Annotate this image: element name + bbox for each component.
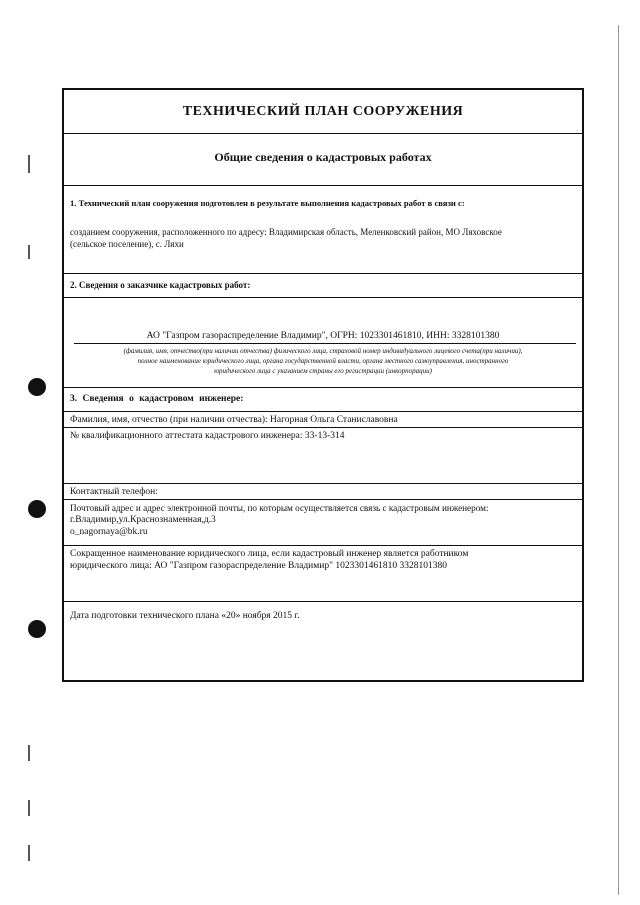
section-2-heading-row: [64, 274, 582, 298]
customer-note-3: юридического лица с указанием страны его регистрации (инкорпорации): [214, 367, 432, 375]
engineer-fio: Фамилия, имя, отчество (при наличии отчества): Нагорная Ольга Станиславовна: [70, 415, 398, 425]
scan-mark: [28, 245, 30, 259]
engineer-organization-row: [64, 546, 582, 602]
engineer-phone-row: [64, 484, 582, 500]
customer-note-2: полное наименование юридического лица, органа государственной власти, органа местного самоуправления, иностранного: [137, 357, 509, 365]
scan-mark: [28, 845, 30, 861]
customer-underline: [74, 343, 576, 344]
scan-mark: [28, 155, 30, 173]
preparation-date: Дата подготовки технического плана «20» ноября 2015 г.: [70, 611, 300, 621]
engineer-address-row: [64, 500, 582, 546]
section-1: [64, 186, 582, 274]
engineer-certificate: № квалификационного аттестата кадастрового инженера: 33-13-314: [70, 431, 345, 441]
organization-line-2: юридического лица: АО "Газпром газораспределение Владимир" 1023301461810 3328101380: [70, 561, 447, 571]
punch-hole: [28, 500, 46, 518]
section-3-heading-row: [64, 388, 582, 412]
title-row: [64, 90, 582, 134]
engineer-address-label: Почтовый адрес и адрес электронной почты, по которым осуществляется связь с кадастровым инженером:: [70, 503, 489, 513]
customer-name: АО "Газпром газораспределение Владимир", ОГРН: 1023301461810, ИНН: 3328101380: [146, 331, 500, 341]
section-1-heading: 1. Технический план сооружения подготовлен в результате выполнения кадастровых работ в связи с:: [70, 198, 465, 208]
section-2-heading: 2. Сведения о заказчике кадастровых работ:: [70, 280, 251, 290]
customer-note-1: (фамилия, имя, отчество(при наличии отчества) физического лица, страховой номер индивидуального лицевого счета(при наличии),: [123, 347, 523, 355]
section-3-heading: 3. Сведения о кадастровом инженере:: [70, 394, 244, 404]
subtitle-row: [64, 134, 582, 186]
document-subtitle: Общие сведения о кадастровых работах: [214, 150, 432, 164]
date-row: [64, 602, 582, 680]
punch-hole: [28, 620, 46, 638]
section-2: [64, 298, 582, 388]
engineer-address: г.Владимир,ул.Краснознаменная,д.3: [70, 515, 216, 525]
document-title: ТЕХНИЧЕСКИЙ ПЛАН СООРУЖЕНИЯ: [182, 104, 464, 119]
engineer-certificate-row: [64, 428, 582, 484]
section-1-line-1: созданием сооружения, расположенного по адресу: Владимирская область, Меленковский район, МО Ляховское: [70, 227, 502, 237]
engineer-fio-row: [64, 412, 582, 428]
engineer-phone-label: Контактный телефон:: [70, 487, 158, 497]
section-1-line-2: (сельское поселение), с. Ляхи: [70, 239, 184, 249]
punch-hole: [28, 378, 46, 396]
tech-plan-form: [62, 88, 584, 682]
engineer-email: o_nagornaya@bk.ru: [70, 527, 148, 537]
scan-mark: [28, 800, 30, 816]
scan-mark: [28, 745, 30, 761]
organization-line-1: Сокращенное наименование юридического лица, если кадастровый инженер является работником: [70, 549, 469, 559]
